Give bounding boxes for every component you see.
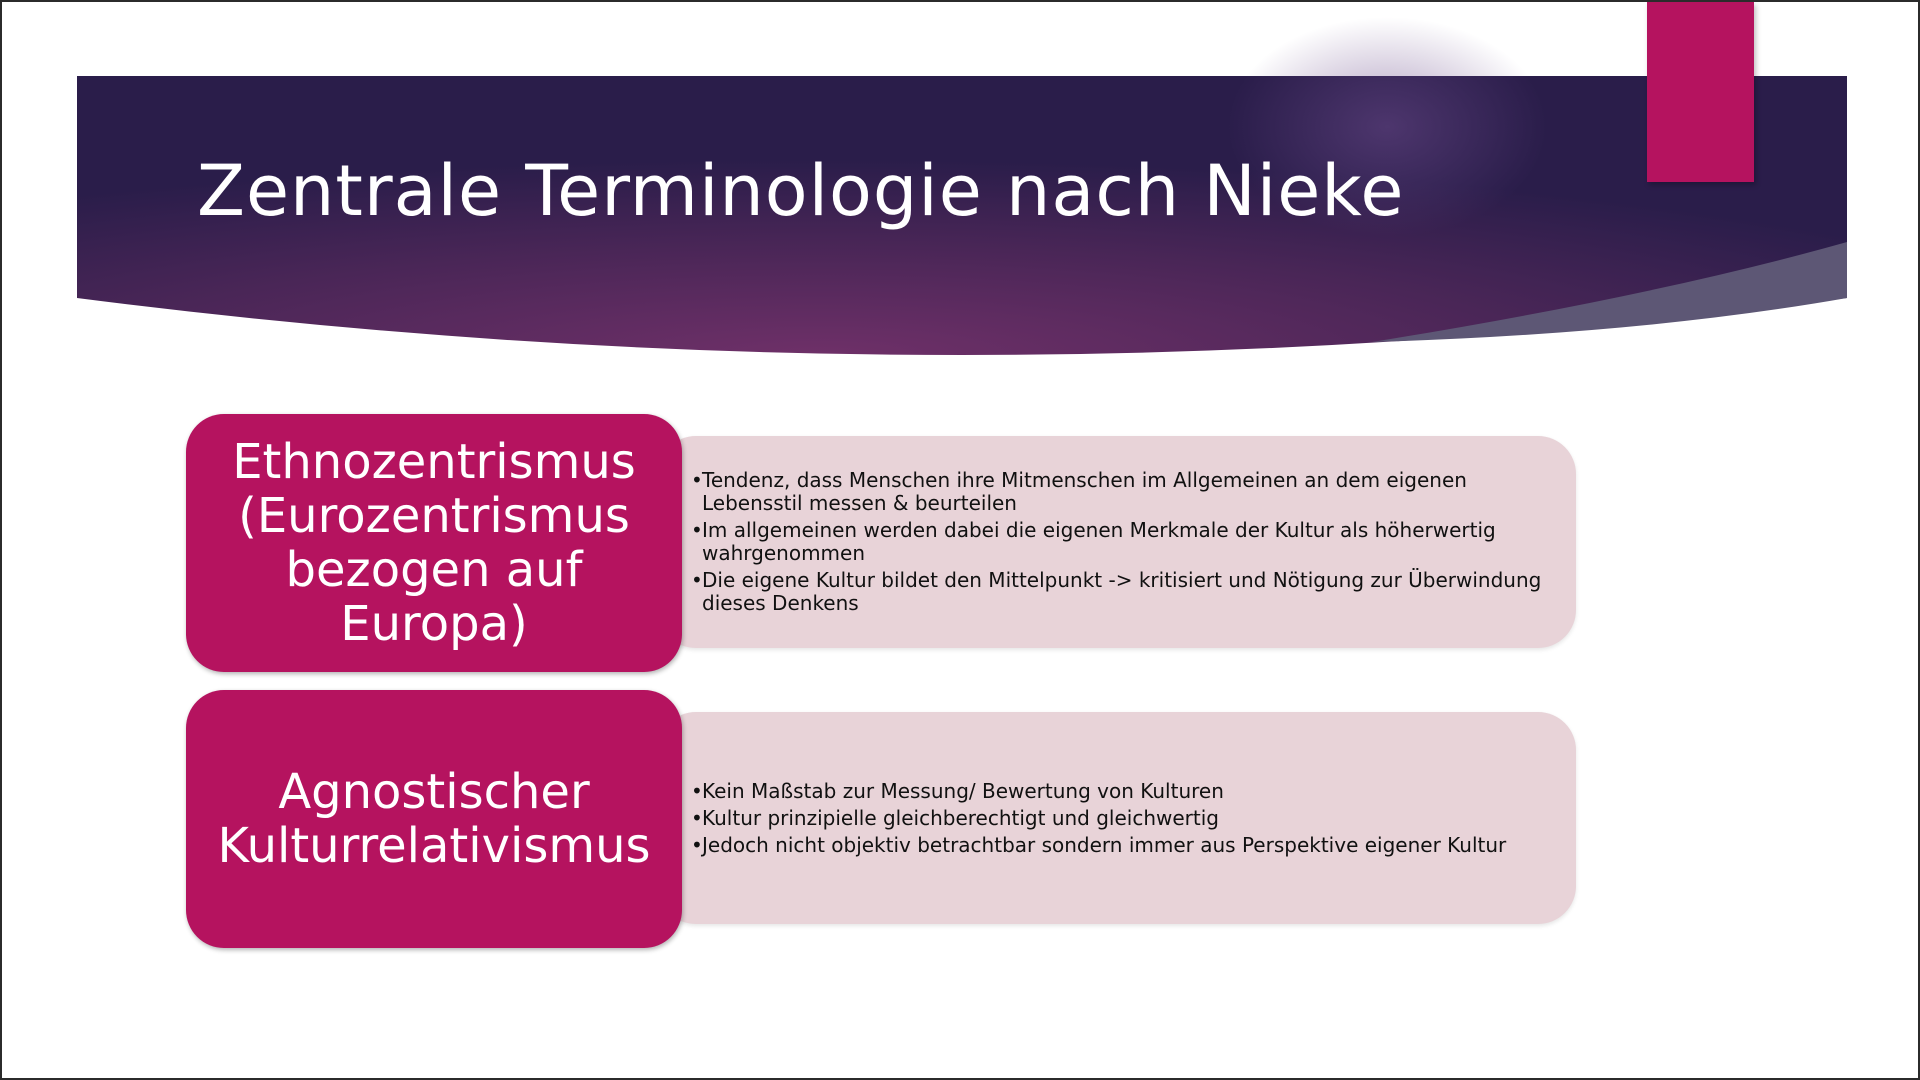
description-panel	[658, 712, 1576, 924]
bullet-item: • Die eigene Kultur bildet den Mittelpunkt -> kritisiert und Nötigung zur Überwindung dieses Denkens	[702, 569, 1558, 615]
bullet-item: • Tendenz, dass Menschen ihre Mitmenschen im Allgemeinen an dem eigenen Lebensstil messen & beurteilen	[702, 469, 1558, 515]
bullet-item: • Kein Maßstab zur Messung/ Bewertung von Kulturen	[702, 780, 1558, 803]
bullet-item: • Im allgemeinen werden dabei die eigenen Merkmale der Kultur als höherwertig wahrgenommen	[702, 519, 1558, 565]
term-row-kulturrelativismus	[186, 690, 1576, 948]
term-box	[186, 414, 682, 672]
bullet-list	[702, 465, 1558, 619]
bullet-item: • Kultur prinzipielle gleichberechtigt und gleichwertig	[702, 807, 1558, 830]
term-label: Agnostischer Kulturrelativismus	[217, 764, 651, 874]
term-label: Ethnozentrismus (Eurozentrismus bezogen auf Europa)	[232, 434, 636, 652]
description-panel	[658, 436, 1576, 648]
slide-title: Zentrale Terminologie nach Nieke	[197, 150, 1405, 232]
bullet-list	[702, 776, 1558, 861]
term-box	[186, 690, 682, 948]
term-row-ethnozentrismus	[186, 414, 1576, 672]
bullet-item: • Jedoch nicht objektiv betrachtbar sondern immer aus Perspektive eigener Kultur	[702, 834, 1558, 857]
accent-bar	[1647, 2, 1754, 182]
